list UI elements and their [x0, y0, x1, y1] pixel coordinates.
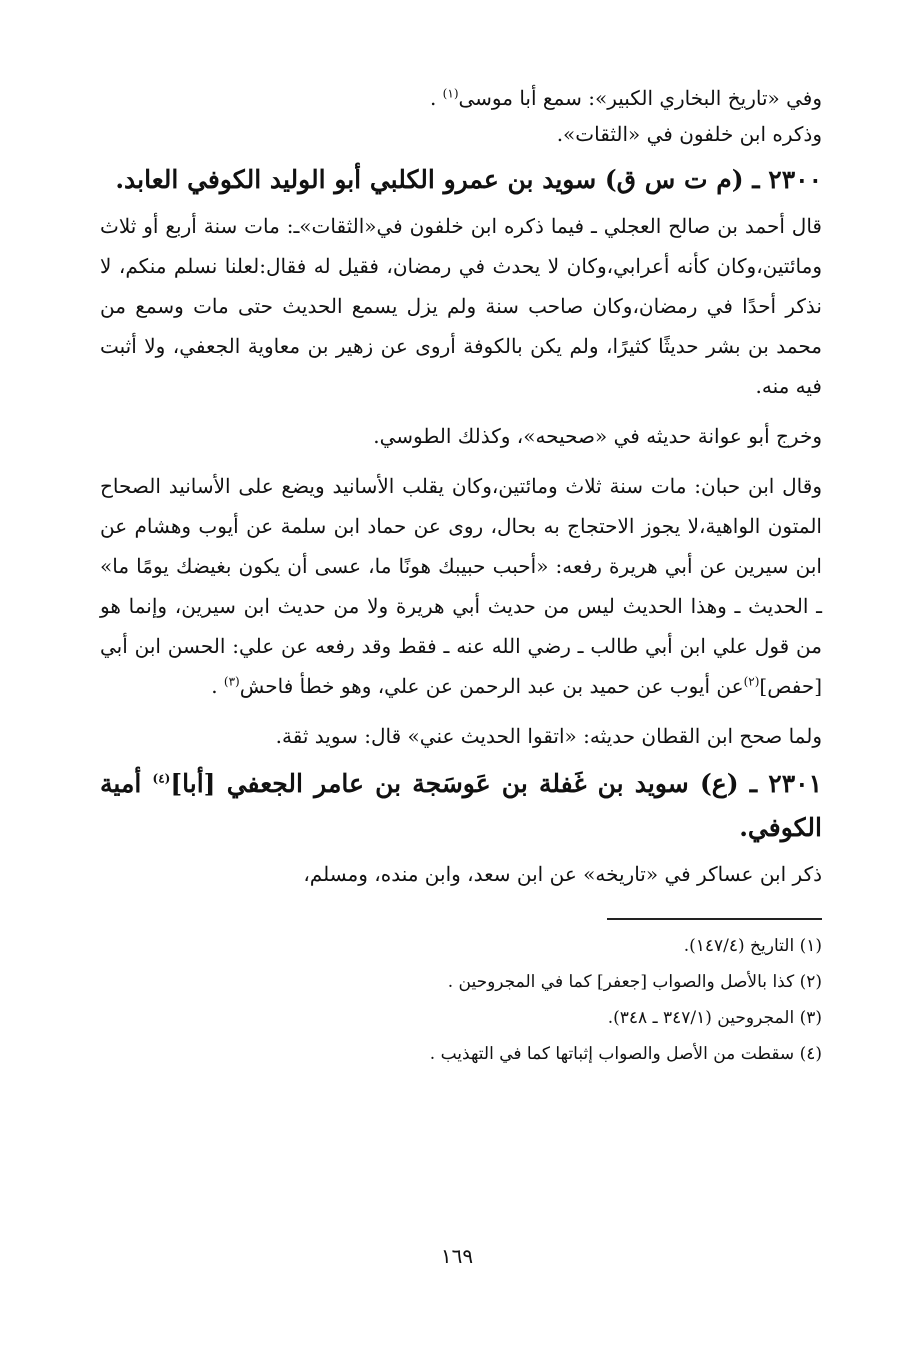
page-number: ١٦٩	[440, 1244, 474, 1268]
paragraph: ولما صحح ابن القطان حديثه: «اتقوا الحديث عني» قال: سويد ثقة.	[275, 724, 822, 748]
footnote-ref: (٢)	[743, 674, 760, 689]
text-segment: .	[211, 674, 224, 698]
footnote: (٣) المجروحين (٣٤٧/١ ـ ٣٤٨).	[607, 1008, 822, 1028]
page-body	[100, 80, 822, 1072]
footnote: (٢) كذا بالأصل والصواب [جعفر] كما في المجروحين .	[447, 972, 822, 992]
footnote: (٤) سقطت من الأصل والصواب إثباتها كما في التهذيب .	[429, 1044, 822, 1064]
footnote-separator	[607, 918, 822, 920]
paragraph: ذكر ابن عساكر في «تاريخه» عن ابن سعد، وابن منده، ومسلم،	[303, 862, 822, 886]
footnotes	[100, 928, 822, 1072]
text-segment: .	[429, 86, 443, 110]
footnote-ref: (٣)	[223, 674, 240, 689]
text-segment: عن أيوب عن حميد بن عبد الرحمن عن علي، وهو خطأ فاحش	[239, 674, 744, 698]
text-line	[100, 80, 822, 116]
paragraph	[100, 466, 822, 706]
footnote: (١) التاريخ (١٤٧/٤).	[683, 936, 822, 956]
heading-segment: ٢٣٠١ ـ (ع) سويد بن غَفلة بن عَوسَجة بن عامر الجعفي [أبا]	[170, 769, 822, 798]
heading-segment: أمية الكوفي.	[100, 769, 822, 842]
paragraph: وخرج أبو عوانة حديثه في «صحيحه»، وكذلك الطوسي.	[373, 424, 822, 448]
paragraph: قال أحمد بن صالح العجلي ـ فيما ذكره ابن خلفون في«الثقات»ـ: مات سنة أربع أو ثلاث ومائتين،وكان كأنه أعرابي،وكان لا يحدث في رمضان، فقيل له فقال:لعلنا نسلم منكم، لا نذكر أحدًا في رمضان،وكان صاحب سنة ولم يزل يسمع الحديث حتى مات وسمع من محمد بن بشر حديثًا كثيرًا، ولم يكن بالكوفة أروى عن زهير بن معاوية الجعفي، ولا أثبت فيه منه.	[100, 214, 822, 398]
footnote-ref: (١)	[442, 86, 459, 101]
footnote-ref: (٤)	[152, 771, 171, 786]
text-segment: وقال ابن حبان: مات سنة ثلاث ومائتين،وكان يقلب الأسانيد ويضع على الأسانيد الصحاح المتون الواهية،لا يجوز الاحتجاج به بحال، روى عن حماد ابن سلمة عن أيوب وهشام عن ابن سيرين عن أبي هريرة رفعه: «أحبب حبيبك هونًا ما، عسى أن يكون بغيضك يومًا ما» ـ الحديث ـ وهذا الحديث ليس من حديث أبي هريرة ولا من حديث ابن سيرين، وإنما هو من قول علي ابن أبي طالب ـ رضي الله عنه ـ فقط وقد رفعه عن علي: الحسن ابن أبي [حفص]	[100, 474, 822, 698]
entry-heading-2300: ٢٣٠٠ ـ (م ت س ق) سويد بن عمرو الكلبي أبو الوليد الكوفي العابد.	[115, 165, 822, 194]
text-line: وذكره ابن خلفون في «الثقات».	[556, 122, 822, 146]
entry-heading-2301	[100, 762, 822, 850]
text-segment: وفي «تاريخ البخاري الكبير»: سمع أبا موسى	[458, 86, 822, 110]
